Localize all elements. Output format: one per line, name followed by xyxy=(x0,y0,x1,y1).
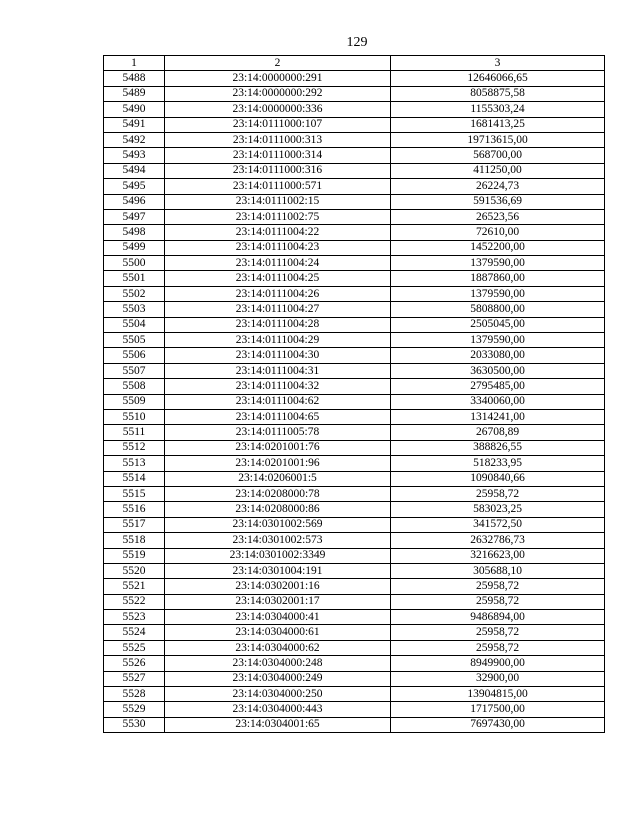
value-cell: 8058875,58 xyxy=(391,86,605,101)
table-row xyxy=(104,256,605,271)
table-row xyxy=(104,333,605,348)
cadastral-number-cell: 23:14:0301004:191 xyxy=(165,563,391,578)
value-cell: 19713615,00 xyxy=(391,132,605,147)
value-cell: 25958,72 xyxy=(391,579,605,594)
cadastral-number-cell: 23:14:0206001:5 xyxy=(165,471,391,486)
table-row xyxy=(104,394,605,409)
cadastral-number-cell: 23:14:0208000:86 xyxy=(165,502,391,517)
row-number-cell: 5503 xyxy=(104,302,165,317)
row-number-cell: 5489 xyxy=(104,86,165,101)
table-row xyxy=(104,625,605,640)
row-number-cell: 5513 xyxy=(104,456,165,471)
table-row xyxy=(104,687,605,702)
value-cell: 568700,00 xyxy=(391,148,605,163)
cadastral-number-cell: 23:14:0111002:15 xyxy=(165,194,391,209)
cadastral-number-cell: 23:14:0111004:62 xyxy=(165,394,391,409)
value-cell: 32900,00 xyxy=(391,671,605,686)
value-cell: 341572,50 xyxy=(391,517,605,532)
table-row xyxy=(104,425,605,440)
row-number-cell: 5525 xyxy=(104,640,165,655)
table-row xyxy=(104,579,605,594)
row-number-cell: 5523 xyxy=(104,610,165,625)
row-number-cell: 5506 xyxy=(104,348,165,363)
cadastral-number-cell: 23:14:0304000:61 xyxy=(165,625,391,640)
table-row xyxy=(104,717,605,732)
table-row xyxy=(104,533,605,548)
value-cell: 26523,56 xyxy=(391,209,605,224)
column-header-3: 3 xyxy=(391,56,605,71)
value-cell: 25958,72 xyxy=(391,625,605,640)
cadastral-number-cell: 23:14:0111004:32 xyxy=(165,379,391,394)
cadastral-number-cell: 23:14:0208000:78 xyxy=(165,486,391,501)
row-number-cell: 5511 xyxy=(104,425,165,440)
table-row xyxy=(104,502,605,517)
cadastral-number-cell: 23:14:0304000:41 xyxy=(165,610,391,625)
value-cell: 25958,72 xyxy=(391,594,605,609)
table-row xyxy=(104,517,605,532)
row-number-cell: 5510 xyxy=(104,409,165,424)
value-cell: 518233,95 xyxy=(391,456,605,471)
value-cell: 583023,25 xyxy=(391,502,605,517)
table-body xyxy=(104,71,605,733)
value-cell: 3216623,00 xyxy=(391,548,605,563)
row-number-cell: 5528 xyxy=(104,687,165,702)
table-row xyxy=(104,656,605,671)
cadastral-number-cell: 23:14:0301002:573 xyxy=(165,533,391,548)
value-cell: 72610,00 xyxy=(391,225,605,240)
value-cell: 9486894,00 xyxy=(391,610,605,625)
value-cell: 5808800,00 xyxy=(391,302,605,317)
value-cell: 8949900,00 xyxy=(391,656,605,671)
row-number-cell: 5529 xyxy=(104,702,165,717)
value-cell: 1452200,00 xyxy=(391,240,605,255)
value-cell: 1155303,24 xyxy=(391,102,605,117)
cadastral-number-cell: 23:14:0111000:571 xyxy=(165,179,391,194)
cadastral-number-cell: 23:14:0000000:291 xyxy=(165,71,391,86)
table-row xyxy=(104,163,605,178)
value-cell: 591536,69 xyxy=(391,194,605,209)
table-row xyxy=(104,225,605,240)
row-number-cell: 5524 xyxy=(104,625,165,640)
table-header-row xyxy=(104,56,605,71)
value-cell: 305688,10 xyxy=(391,563,605,578)
value-cell: 12646066,65 xyxy=(391,71,605,86)
cadastral-number-cell: 23:14:0111004:29 xyxy=(165,333,391,348)
row-number-cell: 5522 xyxy=(104,594,165,609)
cadastral-number-cell: 23:14:0304000:248 xyxy=(165,656,391,671)
cadastral-number-cell: 23:14:0304001:65 xyxy=(165,717,391,732)
table-row xyxy=(104,86,605,101)
value-cell: 26708,89 xyxy=(391,425,605,440)
cadastral-number-cell: 23:14:0111004:30 xyxy=(165,348,391,363)
value-cell: 411250,00 xyxy=(391,163,605,178)
cadastral-number-cell: 23:14:0111000:107 xyxy=(165,117,391,132)
row-number-cell: 5494 xyxy=(104,163,165,178)
cadastral-number-cell: 23:14:0111004:24 xyxy=(165,256,391,271)
table-row xyxy=(104,286,605,301)
cadastral-number-cell: 23:14:0111000:314 xyxy=(165,148,391,163)
table-row xyxy=(104,71,605,86)
table-row xyxy=(104,379,605,394)
cadastral-number-cell: 23:14:0111004:26 xyxy=(165,286,391,301)
row-number-cell: 5498 xyxy=(104,225,165,240)
row-number-cell: 5518 xyxy=(104,533,165,548)
cadastral-number-cell: 23:14:0304000:443 xyxy=(165,702,391,717)
table-row xyxy=(104,409,605,424)
table-row xyxy=(104,671,605,686)
cadastral-number-cell: 23:14:0201001:96 xyxy=(165,456,391,471)
table-row xyxy=(104,179,605,194)
row-number-cell: 5526 xyxy=(104,656,165,671)
value-cell: 25958,72 xyxy=(391,486,605,501)
row-number-cell: 5491 xyxy=(104,117,165,132)
value-cell: 1681413,25 xyxy=(391,117,605,132)
table-row xyxy=(104,148,605,163)
table-row xyxy=(104,348,605,363)
row-number-cell: 5516 xyxy=(104,502,165,517)
cadastral-number-cell: 23:14:0000000:292 xyxy=(165,86,391,101)
table-row xyxy=(104,317,605,332)
table-row xyxy=(104,209,605,224)
row-number-cell: 5501 xyxy=(104,271,165,286)
row-number-cell: 5527 xyxy=(104,671,165,686)
table-row xyxy=(104,640,605,655)
row-number-cell: 5495 xyxy=(104,179,165,194)
table-row xyxy=(104,563,605,578)
value-cell: 1379590,00 xyxy=(391,286,605,301)
table-row xyxy=(104,486,605,501)
row-number-cell: 5530 xyxy=(104,717,165,732)
table-row xyxy=(104,271,605,286)
value-cell: 7697430,00 xyxy=(391,717,605,732)
cadastral-number-cell: 23:14:0111004:22 xyxy=(165,225,391,240)
cadastral-number-cell: 23:14:0111004:25 xyxy=(165,271,391,286)
value-cell: 1717500,00 xyxy=(391,702,605,717)
table-row xyxy=(104,102,605,117)
row-number-cell: 5492 xyxy=(104,132,165,147)
value-cell: 25958,72 xyxy=(391,640,605,655)
value-cell: 2632786,73 xyxy=(391,533,605,548)
value-cell: 13904815,00 xyxy=(391,687,605,702)
table-row xyxy=(104,302,605,317)
row-number-cell: 5509 xyxy=(104,394,165,409)
table-row xyxy=(104,471,605,486)
value-cell: 3340060,00 xyxy=(391,394,605,409)
value-cell: 1887860,00 xyxy=(391,271,605,286)
table-row xyxy=(104,594,605,609)
table-row xyxy=(104,610,605,625)
table-row xyxy=(104,240,605,255)
table-row xyxy=(104,548,605,563)
cadastral-number-cell: 23:14:0111004:23 xyxy=(165,240,391,255)
row-number-cell: 5514 xyxy=(104,471,165,486)
row-number-cell: 5521 xyxy=(104,579,165,594)
value-cell: 2505045,00 xyxy=(391,317,605,332)
value-cell: 26224,73 xyxy=(391,179,605,194)
row-number-cell: 5502 xyxy=(104,286,165,301)
cadastral-number-cell: 23:14:0111000:313 xyxy=(165,132,391,147)
row-number-cell: 5520 xyxy=(104,563,165,578)
row-number-cell: 5500 xyxy=(104,256,165,271)
value-cell: 1314241,00 xyxy=(391,409,605,424)
cadastral-number-cell: 23:14:0304000:250 xyxy=(165,687,391,702)
column-header-1: 1 xyxy=(104,56,165,71)
table-row xyxy=(104,456,605,471)
row-number-cell: 5512 xyxy=(104,440,165,455)
data-table xyxy=(103,55,605,733)
value-cell: 388826,55 xyxy=(391,440,605,455)
row-number-cell: 5505 xyxy=(104,333,165,348)
cadastral-number-cell: 23:14:0111002:75 xyxy=(165,209,391,224)
value-cell: 1379590,00 xyxy=(391,256,605,271)
cadastral-number-cell: 23:14:0111004:31 xyxy=(165,363,391,378)
row-number-cell: 5490 xyxy=(104,102,165,117)
cadastral-number-cell: 23:14:0111000:316 xyxy=(165,163,391,178)
cadastral-number-cell: 23:14:0304000:62 xyxy=(165,640,391,655)
cadastral-number-cell: 23:14:0301002:569 xyxy=(165,517,391,532)
table-row xyxy=(104,363,605,378)
cadastral-number-cell: 23:14:0111004:65 xyxy=(165,409,391,424)
cadastral-number-cell: 23:14:0111004:27 xyxy=(165,302,391,317)
cadastral-number-cell: 23:14:0301002:3349 xyxy=(165,548,391,563)
cadastral-number-cell: 23:14:0111005:78 xyxy=(165,425,391,440)
row-number-cell: 5499 xyxy=(104,240,165,255)
row-number-cell: 5515 xyxy=(104,486,165,501)
cadastral-number-cell: 23:14:0000000:336 xyxy=(165,102,391,117)
table-row xyxy=(104,194,605,209)
table-row xyxy=(104,132,605,147)
value-cell: 1379590,00 xyxy=(391,333,605,348)
row-number-cell: 5508 xyxy=(104,379,165,394)
row-number-cell: 5493 xyxy=(104,148,165,163)
page-number: 129 xyxy=(346,35,368,50)
cadastral-number-cell: 23:14:0201001:76 xyxy=(165,440,391,455)
cadastral-number-cell: 23:14:0111004:28 xyxy=(165,317,391,332)
row-number-cell: 5507 xyxy=(104,363,165,378)
row-number-cell: 5517 xyxy=(104,517,165,532)
table-row xyxy=(104,440,605,455)
row-number-cell: 5497 xyxy=(104,209,165,224)
value-cell: 2033080,00 xyxy=(391,348,605,363)
row-number-cell: 5504 xyxy=(104,317,165,332)
cadastral-number-cell: 23:14:0302001:17 xyxy=(165,594,391,609)
value-cell: 1090840,66 xyxy=(391,471,605,486)
value-cell: 3630500,00 xyxy=(391,363,605,378)
cadastral-number-cell: 23:14:0304000:249 xyxy=(165,671,391,686)
row-number-cell: 5496 xyxy=(104,194,165,209)
column-header-2: 2 xyxy=(165,56,391,71)
table-row xyxy=(104,117,605,132)
row-number-cell: 5488 xyxy=(104,71,165,86)
table-row xyxy=(104,702,605,717)
row-number-cell: 5519 xyxy=(104,548,165,563)
value-cell: 2795485,00 xyxy=(391,379,605,394)
cadastral-number-cell: 23:14:0302001:16 xyxy=(165,579,391,594)
